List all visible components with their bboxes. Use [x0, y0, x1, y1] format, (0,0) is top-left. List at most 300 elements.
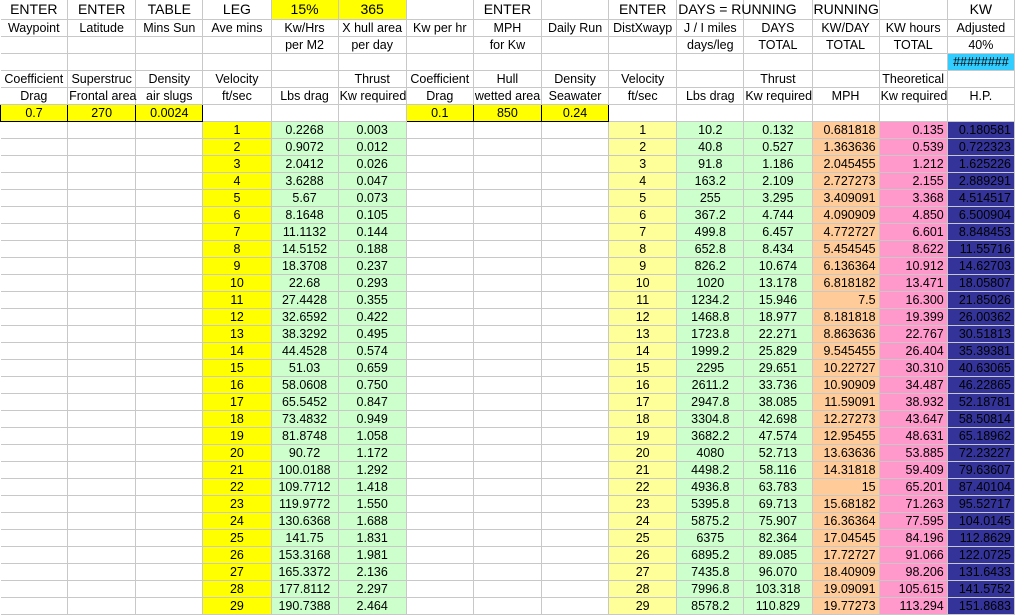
blank-cell[interactable]: [406, 173, 473, 190]
air-kw-cell[interactable]: 0.293: [338, 275, 406, 292]
blank-cell[interactable]: [542, 241, 609, 258]
input-cell[interactable]: 0.24: [542, 105, 609, 122]
water-velocity-cell[interactable]: 1: [609, 122, 677, 139]
water-kw-cell[interactable]: 29.651: [744, 360, 812, 377]
water-kw-cell[interactable]: 3.295: [744, 190, 812, 207]
air-velocity-cell[interactable]: 22: [203, 479, 271, 496]
water-kw-cell[interactable]: 0.132: [744, 122, 812, 139]
air-velocity-cell[interactable]: 19: [203, 428, 271, 445]
air-kw-cell[interactable]: 0.188: [338, 241, 406, 258]
blank-cell[interactable]: [1, 139, 68, 156]
air-velocity-cell[interactable]: 13: [203, 326, 271, 343]
water-kw-cell[interactable]: 42.698: [744, 411, 812, 428]
blank-cell[interactable]: [1, 496, 68, 513]
mph-cell[interactable]: 16.36364: [812, 513, 879, 530]
blank-cell[interactable]: [136, 479, 203, 496]
blank-cell[interactable]: [68, 581, 136, 598]
mph-cell[interactable]: 9.545455: [812, 343, 879, 360]
input-cell[interactable]: 270: [68, 105, 136, 122]
header-cell[interactable]: Density: [136, 71, 203, 88]
air-velocity-cell[interactable]: 8: [203, 241, 271, 258]
blank-cell[interactable]: [406, 190, 473, 207]
header-cell[interactable]: J / I miles: [677, 20, 744, 37]
blank-cell[interactable]: [68, 513, 136, 530]
header-cell[interactable]: [203, 37, 271, 54]
blank-cell[interactable]: [68, 190, 136, 207]
theoretical-kw-cell[interactable]: 3.368: [879, 190, 947, 207]
blank-cell[interactable]: [473, 598, 541, 615]
water-velocity-cell[interactable]: 2: [609, 139, 677, 156]
blank-cell[interactable]: [542, 207, 609, 224]
theoretical-kw-cell[interactable]: 38.932: [879, 394, 947, 411]
hp-cell[interactable]: 14.62703: [947, 258, 1014, 275]
header-cell[interactable]: [338, 54, 406, 71]
water-drag-cell[interactable]: 5875.2: [677, 513, 744, 530]
blank-cell[interactable]: [542, 377, 609, 394]
blank-cell[interactable]: [473, 292, 541, 309]
air-kw-cell[interactable]: 1.172: [338, 445, 406, 462]
header-cell[interactable]: TABLE: [136, 0, 203, 20]
air-drag-cell[interactable]: 0.9072: [271, 139, 338, 156]
water-velocity-cell[interactable]: 23: [609, 496, 677, 513]
water-velocity-cell[interactable]: 6: [609, 207, 677, 224]
water-drag-cell[interactable]: 1723.8: [677, 326, 744, 343]
header-cell[interactable]: Superstruc: [68, 71, 136, 88]
blank-cell[interactable]: [68, 275, 136, 292]
blank-cell[interactable]: [406, 411, 473, 428]
header-cell[interactable]: [1, 37, 68, 54]
blank-cell[interactable]: [68, 207, 136, 224]
blank-cell[interactable]: [136, 411, 203, 428]
blank-cell[interactable]: [473, 564, 541, 581]
air-drag-cell[interactable]: 130.6368: [271, 513, 338, 530]
blank-cell[interactable]: [473, 258, 541, 275]
blank-cell[interactable]: [609, 105, 677, 122]
water-kw-cell[interactable]: 38.085: [744, 394, 812, 411]
header-cell[interactable]: MPH: [473, 20, 541, 37]
blank-cell[interactable]: [136, 598, 203, 615]
header-cell[interactable]: ft/sec: [203, 88, 271, 105]
water-kw-cell[interactable]: 15.946: [744, 292, 812, 309]
blank-cell[interactable]: [406, 275, 473, 292]
air-velocity-cell[interactable]: 21: [203, 462, 271, 479]
blank-cell[interactable]: [542, 173, 609, 190]
water-kw-cell[interactable]: 103.318: [744, 581, 812, 598]
header-cell[interactable]: per M2: [271, 37, 338, 54]
air-velocity-cell[interactable]: 15: [203, 360, 271, 377]
mph-cell[interactable]: 14.31818: [812, 462, 879, 479]
blank-cell[interactable]: [136, 360, 203, 377]
water-velocity-cell[interactable]: 13: [609, 326, 677, 343]
air-drag-cell[interactable]: 81.8748: [271, 428, 338, 445]
blank-cell[interactable]: [271, 105, 338, 122]
blank-cell[interactable]: [68, 326, 136, 343]
blank-cell[interactable]: [136, 224, 203, 241]
water-kw-cell[interactable]: 47.574: [744, 428, 812, 445]
water-kw-cell[interactable]: 22.271: [744, 326, 812, 343]
air-velocity-cell[interactable]: 24: [203, 513, 271, 530]
water-kw-cell[interactable]: 96.070: [744, 564, 812, 581]
blank-cell[interactable]: [1, 275, 68, 292]
air-drag-cell[interactable]: 8.1648: [271, 207, 338, 224]
blank-cell[interactable]: [1, 428, 68, 445]
blank-cell[interactable]: [68, 530, 136, 547]
blank-cell[interactable]: [68, 309, 136, 326]
hp-cell[interactable]: 1.625226: [947, 156, 1014, 173]
blank-cell[interactable]: [406, 377, 473, 394]
water-drag-cell[interactable]: 5395.8: [677, 496, 744, 513]
blank-cell[interactable]: [406, 547, 473, 564]
header-cell[interactable]: RUNNING: [812, 0, 879, 20]
blank-cell[interactable]: [1, 564, 68, 581]
air-drag-cell[interactable]: 165.3372: [271, 564, 338, 581]
blank-cell[interactable]: [1, 394, 68, 411]
hp-cell[interactable]: 95.52717: [947, 496, 1014, 513]
blank-cell[interactable]: [68, 224, 136, 241]
blank-cell[interactable]: [473, 207, 541, 224]
blank-cell[interactable]: [406, 139, 473, 156]
mph-cell[interactable]: 18.40909: [812, 564, 879, 581]
mph-cell[interactable]: 0.681818: [812, 122, 879, 139]
header-cell[interactable]: [136, 54, 203, 71]
hp-cell[interactable]: 72.23227: [947, 445, 1014, 462]
blank-cell[interactable]: [406, 462, 473, 479]
blank-cell[interactable]: [1, 462, 68, 479]
mph-cell[interactable]: 2.045455: [812, 156, 879, 173]
input-cell[interactable]: 850: [473, 105, 541, 122]
blank-cell[interactable]: [136, 428, 203, 445]
header-cell[interactable]: days/leg: [677, 37, 744, 54]
header-cell[interactable]: [812, 54, 879, 71]
blank-cell[interactable]: [406, 479, 473, 496]
blank-cell[interactable]: [136, 326, 203, 343]
blank-cell[interactable]: [473, 360, 541, 377]
blank-cell[interactable]: [542, 258, 609, 275]
header-cell[interactable]: air slugs: [136, 88, 203, 105]
water-drag-cell[interactable]: 2947.8: [677, 394, 744, 411]
water-velocity-cell[interactable]: 26: [609, 547, 677, 564]
hp-cell[interactable]: 122.0725: [947, 547, 1014, 564]
hp-cell[interactable]: 131.6433: [947, 564, 1014, 581]
header-cell[interactable]: Kw required: [880, 89, 948, 103]
water-drag-cell[interactable]: 4936.8: [677, 479, 744, 496]
water-velocity-cell[interactable]: 21: [609, 462, 677, 479]
air-kw-cell[interactable]: 0.574: [338, 343, 406, 360]
header-cell[interactable]: ENTER: [68, 0, 136, 20]
blank-cell[interactable]: [406, 241, 473, 258]
water-drag-cell[interactable]: 2611.2: [677, 377, 744, 394]
mph-cell[interactable]: 4.772727: [812, 224, 879, 241]
blank-cell[interactable]: [1, 207, 68, 224]
blank-cell[interactable]: [136, 309, 203, 326]
blank-cell[interactable]: [879, 105, 947, 122]
blank-cell[interactable]: [68, 360, 136, 377]
air-drag-cell[interactable]: 109.7712: [271, 479, 338, 496]
hp-cell[interactable]: 26.00362: [947, 309, 1014, 326]
header-cell[interactable]: [677, 54, 744, 71]
hp-cell[interactable]: 0.180581: [947, 122, 1014, 139]
blank-cell[interactable]: [406, 530, 473, 547]
blank-cell[interactable]: [406, 224, 473, 241]
header-cell[interactable]: [203, 54, 271, 71]
header-cell[interactable]: Seawater: [542, 88, 609, 105]
mph-cell[interactable]: 10.22727: [812, 360, 879, 377]
blank-cell[interactable]: [68, 394, 136, 411]
hp-cell[interactable]: 35.39381: [947, 343, 1014, 360]
theoretical-kw-cell[interactable]: 0.539: [879, 139, 947, 156]
blank-cell[interactable]: [473, 530, 541, 547]
mph-cell[interactable]: 13.63636: [812, 445, 879, 462]
blank-cell[interactable]: [473, 394, 541, 411]
hp-cell[interactable]: 21.85026: [947, 292, 1014, 309]
header-cell[interactable]: per day: [338, 37, 406, 54]
header-cell[interactable]: MPH: [812, 88, 879, 105]
blank-cell[interactable]: [1, 326, 68, 343]
header-cell[interactable]: [542, 37, 609, 54]
water-drag-cell[interactable]: 163.2: [677, 173, 744, 190]
blank-cell[interactable]: [68, 564, 136, 581]
water-drag-cell[interactable]: 6895.2: [677, 547, 744, 564]
air-kw-cell[interactable]: 2.136: [338, 564, 406, 581]
mph-cell[interactable]: 5.454545: [812, 241, 879, 258]
water-drag-cell[interactable]: 1999.2: [677, 343, 744, 360]
header-cell[interactable]: [68, 37, 136, 54]
header-cell[interactable]: [406, 54, 473, 71]
header-cell[interactable]: Kw per hr: [406, 20, 473, 37]
theoretical-kw-cell[interactable]: 34.487: [879, 377, 947, 394]
hp-cell[interactable]: 11.55716: [947, 241, 1014, 258]
blank-cell[interactable]: [136, 275, 203, 292]
header-cell[interactable]: [542, 54, 609, 71]
air-kw-cell[interactable]: 1.831: [338, 530, 406, 547]
air-velocity-cell[interactable]: 27: [203, 564, 271, 581]
header-cell[interactable]: Lbs drag: [271, 88, 338, 105]
blank-cell[interactable]: [542, 581, 609, 598]
blank-cell[interactable]: [473, 445, 541, 462]
theoretical-kw-cell[interactable]: 105.615: [879, 581, 947, 598]
air-drag-cell[interactable]: 153.3168: [271, 547, 338, 564]
air-drag-cell[interactable]: 177.8112: [271, 581, 338, 598]
mph-cell[interactable]: 19.77273: [812, 598, 879, 615]
air-velocity-cell[interactable]: 1: [203, 122, 271, 139]
input-cell[interactable]: 0.7: [1, 105, 68, 122]
mph-cell[interactable]: 12.27273: [812, 411, 879, 428]
blank-cell[interactable]: [136, 445, 203, 462]
hp-cell[interactable]: 58.50814: [947, 411, 1014, 428]
theoretical-kw-cell[interactable]: 77.595: [879, 513, 947, 530]
header-cell[interactable]: [406, 0, 473, 20]
water-velocity-cell[interactable]: 4: [609, 173, 677, 190]
water-drag-cell[interactable]: 1020: [677, 275, 744, 292]
theoretical-kw-cell[interactable]: 13.471: [879, 275, 947, 292]
blank-cell[interactable]: [136, 122, 203, 139]
theoretical-kw-cell[interactable]: 22.767: [879, 326, 947, 343]
blank-cell[interactable]: [542, 139, 609, 156]
water-drag-cell[interactable]: 1234.2: [677, 292, 744, 309]
blank-cell[interactable]: [1, 343, 68, 360]
theoretical-kw-cell[interactable]: 84.196: [879, 530, 947, 547]
water-drag-cell[interactable]: 367.2: [677, 207, 744, 224]
air-drag-cell[interactable]: 5.67: [271, 190, 338, 207]
water-velocity-cell[interactable]: 16: [609, 377, 677, 394]
header-cell[interactable]: TOTAL: [812, 37, 879, 54]
water-drag-cell[interactable]: 255: [677, 190, 744, 207]
air-kw-cell[interactable]: 1.550: [338, 496, 406, 513]
mph-cell[interactable]: 7.5: [812, 292, 879, 309]
blank-cell[interactable]: [542, 275, 609, 292]
blank-cell[interactable]: [136, 173, 203, 190]
header-cell[interactable]: Daily Run: [542, 20, 609, 37]
air-drag-cell[interactable]: 3.6288: [271, 173, 338, 190]
water-drag-cell[interactable]: 1468.8: [677, 309, 744, 326]
blank-cell[interactable]: [136, 156, 203, 173]
hp-cell[interactable]: 0.722323: [947, 139, 1014, 156]
header-cell[interactable]: DistXwayp: [609, 20, 677, 37]
blank-cell[interactable]: [542, 445, 609, 462]
header-cell[interactable]: ft/sec: [609, 88, 677, 105]
water-kw-cell[interactable]: 52.713: [744, 445, 812, 462]
blank-cell[interactable]: [1, 513, 68, 530]
header-cell[interactable]: [271, 71, 338, 88]
water-kw-cell[interactable]: 6.457: [744, 224, 812, 241]
water-velocity-cell[interactable]: 25: [609, 530, 677, 547]
blank-cell[interactable]: [542, 292, 609, 309]
water-velocity-cell[interactable]: 3: [609, 156, 677, 173]
mph-cell[interactable]: 3.409091: [812, 190, 879, 207]
blank-cell[interactable]: [542, 564, 609, 581]
header-cell[interactable]: Velocity: [609, 71, 677, 88]
water-drag-cell[interactable]: 8578.2: [677, 598, 744, 615]
header-cell[interactable]: Velocity: [203, 71, 271, 88]
blank-cell[interactable]: [473, 224, 541, 241]
air-drag-cell[interactable]: 32.6592: [271, 309, 338, 326]
header-cell[interactable]: Thrust: [338, 71, 406, 88]
theoretical-kw-cell[interactable]: 6.601: [879, 224, 947, 241]
mph-cell[interactable]: 17.04545: [812, 530, 879, 547]
water-velocity-cell[interactable]: 27: [609, 564, 677, 581]
blank-cell[interactable]: [136, 513, 203, 530]
theoretical-kw-cell[interactable]: 16.300: [879, 292, 947, 309]
blank-cell[interactable]: [1, 173, 68, 190]
blank-cell[interactable]: [473, 462, 541, 479]
header-cell[interactable]: Latitude: [68, 20, 136, 37]
air-kw-cell[interactable]: 0.003: [338, 122, 406, 139]
blank-cell[interactable]: [68, 258, 136, 275]
blank-cell[interactable]: [473, 428, 541, 445]
air-velocity-cell[interactable]: 20: [203, 445, 271, 462]
theoretical-kw-cell[interactable]: 26.404: [879, 343, 947, 360]
header-cell[interactable]: Kw/Hrs: [271, 20, 338, 37]
air-velocity-cell[interactable]: 11: [203, 292, 271, 309]
hp-cell[interactable]: 52.18781: [947, 394, 1014, 411]
mph-cell[interactable]: 12.95455: [812, 428, 879, 445]
blank-cell[interactable]: [473, 173, 541, 190]
header-cell[interactable]: wetted area: [474, 89, 541, 103]
mph-cell[interactable]: 15: [812, 479, 879, 496]
header-cell[interactable]: [879, 54, 947, 71]
blank-cell[interactable]: [1, 598, 68, 615]
water-drag-cell[interactable]: 7435.8: [677, 564, 744, 581]
water-velocity-cell[interactable]: 8: [609, 241, 677, 258]
air-velocity-cell[interactable]: 3: [203, 156, 271, 173]
air-kw-cell[interactable]: 0.847: [338, 394, 406, 411]
blank-cell[interactable]: [136, 496, 203, 513]
water-kw-cell[interactable]: 82.364: [744, 530, 812, 547]
theoretical-kw-cell[interactable]: 30.310: [879, 360, 947, 377]
air-kw-cell[interactable]: 1.292: [338, 462, 406, 479]
air-drag-cell[interactable]: 141.75: [271, 530, 338, 547]
blank-cell[interactable]: [136, 530, 203, 547]
header-cell[interactable]: ########: [947, 54, 1014, 71]
blank-cell[interactable]: [68, 156, 136, 173]
theoretical-kw-cell[interactable]: 43.647: [879, 411, 947, 428]
blank-cell[interactable]: [203, 105, 271, 122]
theoretical-kw-cell[interactable]: 19.399: [879, 309, 947, 326]
blank-cell[interactable]: [473, 581, 541, 598]
water-kw-cell[interactable]: 18.977: [744, 309, 812, 326]
blank-cell[interactable]: [406, 581, 473, 598]
header-cell[interactable]: ENTER: [609, 0, 677, 20]
blank-cell[interactable]: [68, 479, 136, 496]
header-cell[interactable]: Mins Sun: [136, 20, 203, 37]
theoretical-kw-cell[interactable]: 1.212: [879, 156, 947, 173]
header-cell[interactable]: TOTAL: [879, 37, 947, 54]
blank-cell[interactable]: [473, 122, 541, 139]
blank-cell[interactable]: [542, 598, 609, 615]
hp-cell[interactable]: 46.22865: [947, 377, 1014, 394]
air-velocity-cell[interactable]: 23: [203, 496, 271, 513]
header-cell[interactable]: [68, 54, 136, 71]
water-drag-cell[interactable]: 2295: [677, 360, 744, 377]
blank-cell[interactable]: [68, 122, 136, 139]
theoretical-kw-cell[interactable]: 65.201: [879, 479, 947, 496]
header-cell[interactable]: Drag: [1, 88, 68, 105]
water-velocity-cell[interactable]: 18: [609, 411, 677, 428]
header-cell[interactable]: ENTER: [473, 0, 541, 20]
water-kw-cell[interactable]: 2.109: [744, 173, 812, 190]
blank-cell[interactable]: [744, 105, 812, 122]
hp-cell[interactable]: 151.8683: [947, 598, 1014, 615]
water-drag-cell[interactable]: 3304.8: [677, 411, 744, 428]
air-kw-cell[interactable]: 0.144: [338, 224, 406, 241]
water-kw-cell[interactable]: 89.085: [744, 547, 812, 564]
air-velocity-cell[interactable]: 5: [203, 190, 271, 207]
blank-cell[interactable]: [68, 292, 136, 309]
water-kw-cell[interactable]: 75.907: [744, 513, 812, 530]
blank-cell[interactable]: [542, 190, 609, 207]
blank-cell[interactable]: [68, 547, 136, 564]
hp-cell[interactable]: 40.63065: [947, 360, 1014, 377]
header-cell[interactable]: H.P.: [947, 88, 1014, 105]
header-cell[interactable]: [677, 71, 744, 88]
input-cell[interactable]: 0.0024: [136, 105, 203, 122]
hp-cell[interactable]: 30.51813: [947, 326, 1014, 343]
hp-cell[interactable]: 8.848453: [947, 224, 1014, 241]
air-velocity-cell[interactable]: 17: [203, 394, 271, 411]
theoretical-kw-cell[interactable]: 59.409: [879, 462, 947, 479]
blank-cell[interactable]: [136, 241, 203, 258]
water-velocity-cell[interactable]: 20: [609, 445, 677, 462]
water-drag-cell[interactable]: 10.2: [677, 122, 744, 139]
header-cell[interactable]: Frontal area: [69, 89, 137, 103]
water-velocity-cell[interactable]: 22: [609, 479, 677, 496]
blank-cell[interactable]: [542, 530, 609, 547]
hp-cell[interactable]: 4.514517: [947, 190, 1014, 207]
air-drag-cell[interactable]: 51.03: [271, 360, 338, 377]
header-cell[interactable]: [609, 54, 677, 71]
air-kw-cell[interactable]: 0.750: [338, 377, 406, 394]
theoretical-kw-cell[interactable]: 91.066: [879, 547, 947, 564]
